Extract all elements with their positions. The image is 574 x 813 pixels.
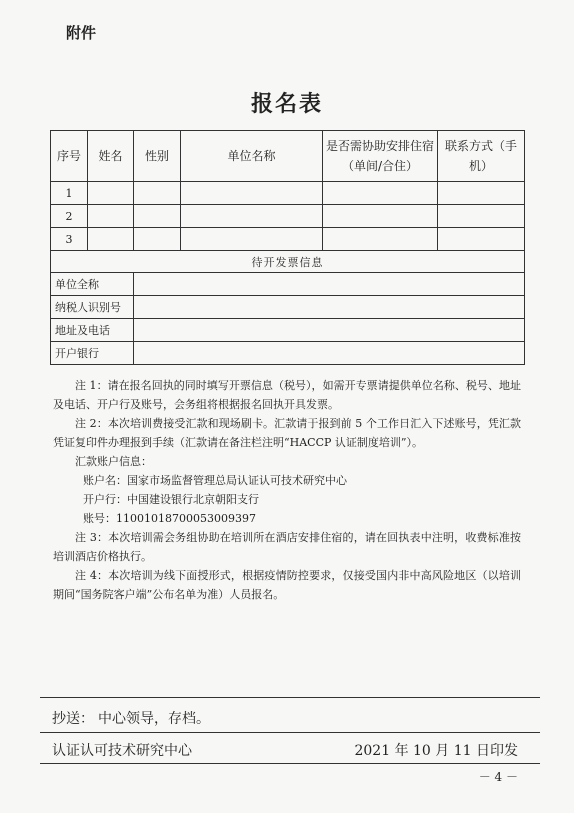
form-title: 报名表 [250, 91, 323, 117]
footer-divider-middle [40, 732, 540, 733]
lodging-cell[interactable] [323, 182, 438, 205]
note-2: 注 2：本次培训费接受汇款和现场刷卡。汇款请于报到前 5 个工作日汇入下述账号，凭汇款凭证复印件办理报到手续（汇款请在备注栏注明“HACCP 认证制度培训”）。 [53, 417, 521, 449]
account-name: 账户名：国家市场监督管理总局认证认可技术研究中心 [83, 474, 347, 487]
cc-line [52, 708, 210, 728]
table-row [51, 182, 525, 205]
contact-cell[interactable] [438, 205, 525, 228]
organization-cell[interactable] [181, 228, 323, 251]
cc-label: 抄送： [52, 711, 94, 727]
invoice-row [51, 342, 525, 365]
contact-cell[interactable] [438, 228, 525, 251]
note-3: 注 3：本次培训需会务组协助在培训所在酒店安排住宿的，请在回执表中注明，收费标准按培训酒店价格执行。 [53, 531, 521, 563]
lodging-cell[interactable] [323, 228, 438, 251]
footer-divider-bottom [40, 763, 540, 764]
account-bank: 开户行：中国建设银行北京朝阳支行 [83, 493, 259, 506]
lodging-cell[interactable] [323, 205, 438, 228]
name-cell[interactable] [88, 228, 134, 251]
gender-cell[interactable] [134, 228, 181, 251]
registration-table [50, 130, 525, 365]
note-4: 注 4：本次培训为线下面授形式，根据疫情防控要求，仅接受国内非中高风险地区（以培训期间“国务院客户端”公布名单为准）人员报名。 [53, 569, 521, 601]
invoice-row [51, 296, 525, 319]
invoice-title: 待开发票信息 [51, 251, 525, 273]
invoice-field-value[interactable] [134, 319, 525, 342]
invoice-field-value[interactable] [134, 296, 525, 319]
issue-date: 2021 年 10 月 11 日印发 [354, 743, 518, 759]
gender-cell[interactable] [134, 205, 181, 228]
cc-text: 中心领导，存档。 [98, 711, 210, 727]
account-number: 账号：11001018700053009397 [83, 512, 256, 525]
header-cell: 序号 [51, 131, 88, 182]
name-cell[interactable] [88, 205, 134, 228]
header-cell: 是否需协助安排住宿（单间/合住） [323, 131, 438, 182]
invoice-field-value[interactable] [134, 273, 525, 296]
contact-cell[interactable] [438, 182, 525, 205]
row-number: 3 [51, 228, 88, 251]
invoice-field-label: 单位全称 [51, 273, 134, 296]
footer-divider-top [40, 697, 540, 698]
header-cell: 单位名称 [181, 131, 323, 182]
header-cell: 姓名 [88, 131, 134, 182]
issuer: 认证认可技术研究中心 [52, 743, 192, 759]
name-cell[interactable] [88, 182, 134, 205]
gender-cell[interactable] [134, 182, 181, 205]
organization-cell[interactable] [181, 182, 323, 205]
table-row [51, 228, 525, 251]
invoice-field-label: 地址及电话 [51, 319, 134, 342]
invoice-row [51, 319, 525, 342]
invoice-field-value[interactable] [134, 342, 525, 365]
table-header-row [51, 131, 525, 182]
notes-section [53, 376, 521, 604]
row-number: 1 [51, 182, 88, 205]
invoice-row [51, 273, 525, 296]
invoice-title-row [51, 251, 525, 273]
note-1: 注 1：请在报名回执的同时填写开票信息（税号），如需开专票请提供单位名称、税号、地址及电话、开户行及账号，会务组将根据报名回执开具发票。 [53, 379, 521, 411]
attachment-label: 附件 [66, 24, 97, 42]
invoice-field-label: 纳税人识别号 [51, 296, 134, 319]
account-title: 汇款账户信息： [75, 455, 152, 468]
invoice-field-label: 开户银行 [51, 342, 134, 365]
header-cell: 性别 [134, 131, 181, 182]
table-row [51, 205, 525, 228]
organization-cell[interactable] [181, 205, 323, 228]
header-cell: 联系方式（手机） [438, 131, 525, 182]
page-number: － 4 － [478, 770, 518, 784]
row-number: 2 [51, 205, 88, 228]
